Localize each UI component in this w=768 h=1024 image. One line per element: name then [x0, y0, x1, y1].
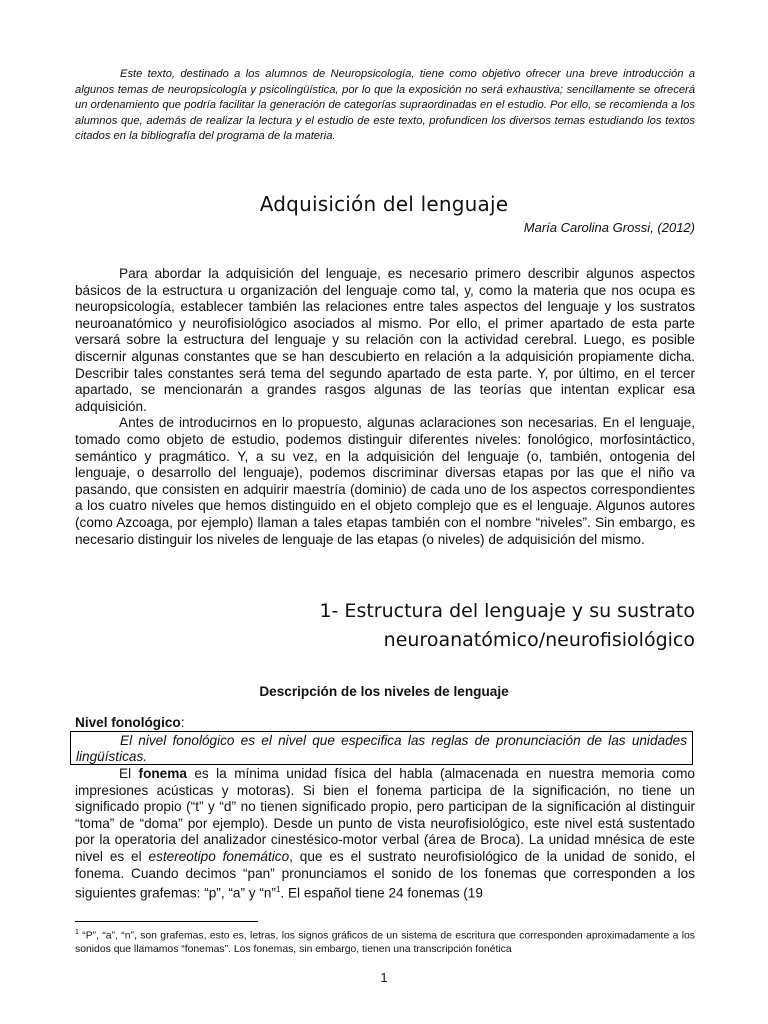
main-text [75, 266, 695, 548]
phoneme-text-part-4: . El español tiene 24 fonemas (19 [280, 885, 483, 901]
level-heading [75, 715, 185, 730]
section-heading-line-1: 1- Estructura del lenguaje y su sustrato [319, 600, 695, 622]
intro-note [75, 67, 695, 145]
level-label: Nivel fonológico [75, 715, 181, 730]
page-number: 1 [380, 970, 388, 985]
stereotype-term: estereotipo fonemático [148, 848, 290, 864]
author-line: María Carolina Grossi, (2012) [523, 220, 695, 235]
phoneme-term: fonema [138, 766, 187, 781]
phoneme-text-part-3: , que es el sustrato neurofisiológico de la unidad de sonido, el fonema. Cuando decimos “pan” pronunciamos el sonido de los fonemas que corresponden a los siguientes grafemas: “p”, “a” y “n” [75, 848, 696, 901]
definition-box [70, 731, 693, 765]
paragraph-2: Antes de introducirnos en lo propuesto, algunas aclaraciones son necesarias. En el lenguaje, tomado como objeto de estudio, podemos distinguir diferentes niveles: fonológico, morfosintáctico, semántico y pragmático. Y, a su vez, en la adquisición del lenguaje (o, también, ontogenia del lenguaje, o desarrollo del lenguaje), podemos discriminar diversas etapas por las que el niño va pasando, que consisten en adquirir maestría (dominio) de cada uno de los aspectos correspondientes a los cuatro niveles que hemos distinguido en el objeto complejo que es el lenguaje. Algunos autores (como Azcoaga, por ejemplo) llaman a tales etapas también con el nombre “niveles”. Sin embargo, es necesario distinguir los niveles de lenguaje de las etapas (o niveles) de adquisición del mismo. [75, 415, 695, 547]
phoneme-text-part-2: es la mínima unidad física del habla (almacenada en nuestra memoria como impresiones acústicas y motoras). Si bien el fonema participa de la significación, no tiene un significado propio (“t” y “d” no tienen significado propio, pero participan de la significación al distinguir “toma” de “doma” por ejemplo). Desde un punto de vista neurofisiológico, este nivel está sustentado por la operatoria del analizador cinestésico-motor verbal (área de Broca). La unidad mnésica de este nivel es el [75, 766, 695, 864]
definition-text: El nivel fonológico es el nivel que especifica las reglas de pronunciación de las unidades lingüísticas. [76, 733, 687, 764]
subheading: Descripción de los niveles de lenguaje [259, 684, 509, 699]
phoneme-text [75, 766, 695, 902]
phoneme-text-part-1: El [119, 766, 139, 781]
footnote-reference[interactable]: 1 [275, 885, 281, 895]
footnote-divider [75, 921, 258, 922]
footnote-text: “P”, “a”, “n”, son grafemas, esto es, letras, los signos gráficos de un sistema de escritura que corresponden aproximadamente a los sonidos que llamamos “fonemas”. Los fonemas, sin embargo, tienen una transcripción fonética [75, 930, 695, 956]
footnote-marker: 1 [75, 929, 79, 936]
paragraph-1: Para abordar la adquisición del lenguaje, es necesario primero describir algunos aspectos básicos de la estructura u organización del lenguaje como tal, y, como la materia que nos ocupa es neuropsicología, establecer también las relaciones entre tales aspectos del lenguaje y los sustratos neuroanatómico y neurofisiológico asociados al mismo. Por ello, el primer apartado de esta parte versará sobre la estructura del lenguaje y su relación con la actividad cerebral. Luego, es posible discernir algunas constantes que se han descubierto en relación a la adquisición propiamente dicha. Describir tales constantes será tema del segundo apartado de esta parte. Y, por último, en el tercer apartado, se mencionarán a grandes rasgos algunas de las teorías que intentan explicar esa adquisición. [75, 266, 695, 414]
footnote [75, 926, 695, 957]
level-colon: : [180, 715, 185, 730]
section-heading [319, 597, 695, 655]
phoneme-paragraph [75, 766, 695, 902]
document-title: Adquisición del lenguaje [259, 192, 509, 216]
section-heading-line-2: neuroanatómico/neurofisiológico [383, 629, 695, 651]
intro-paragraph: Este texto, destinado a los alumnos de Neuropsicología, tiene como objetivo ofrecer una breve introducción a algunos temas de neuropsicología y psicolingüística, por lo que la exposición no será exhaustiva; sencillamente se ofrecerá un ordenamiento que podría facilitar la generación de categorías supraordinadas en el estudio. Por ello, se recomienda a los alumnos que, además de realizar la lectura y el estudio de este texto, profundicen los diversos temas estudiando los textos citados en la bibliografía del programa de la materia. [75, 68, 695, 142]
